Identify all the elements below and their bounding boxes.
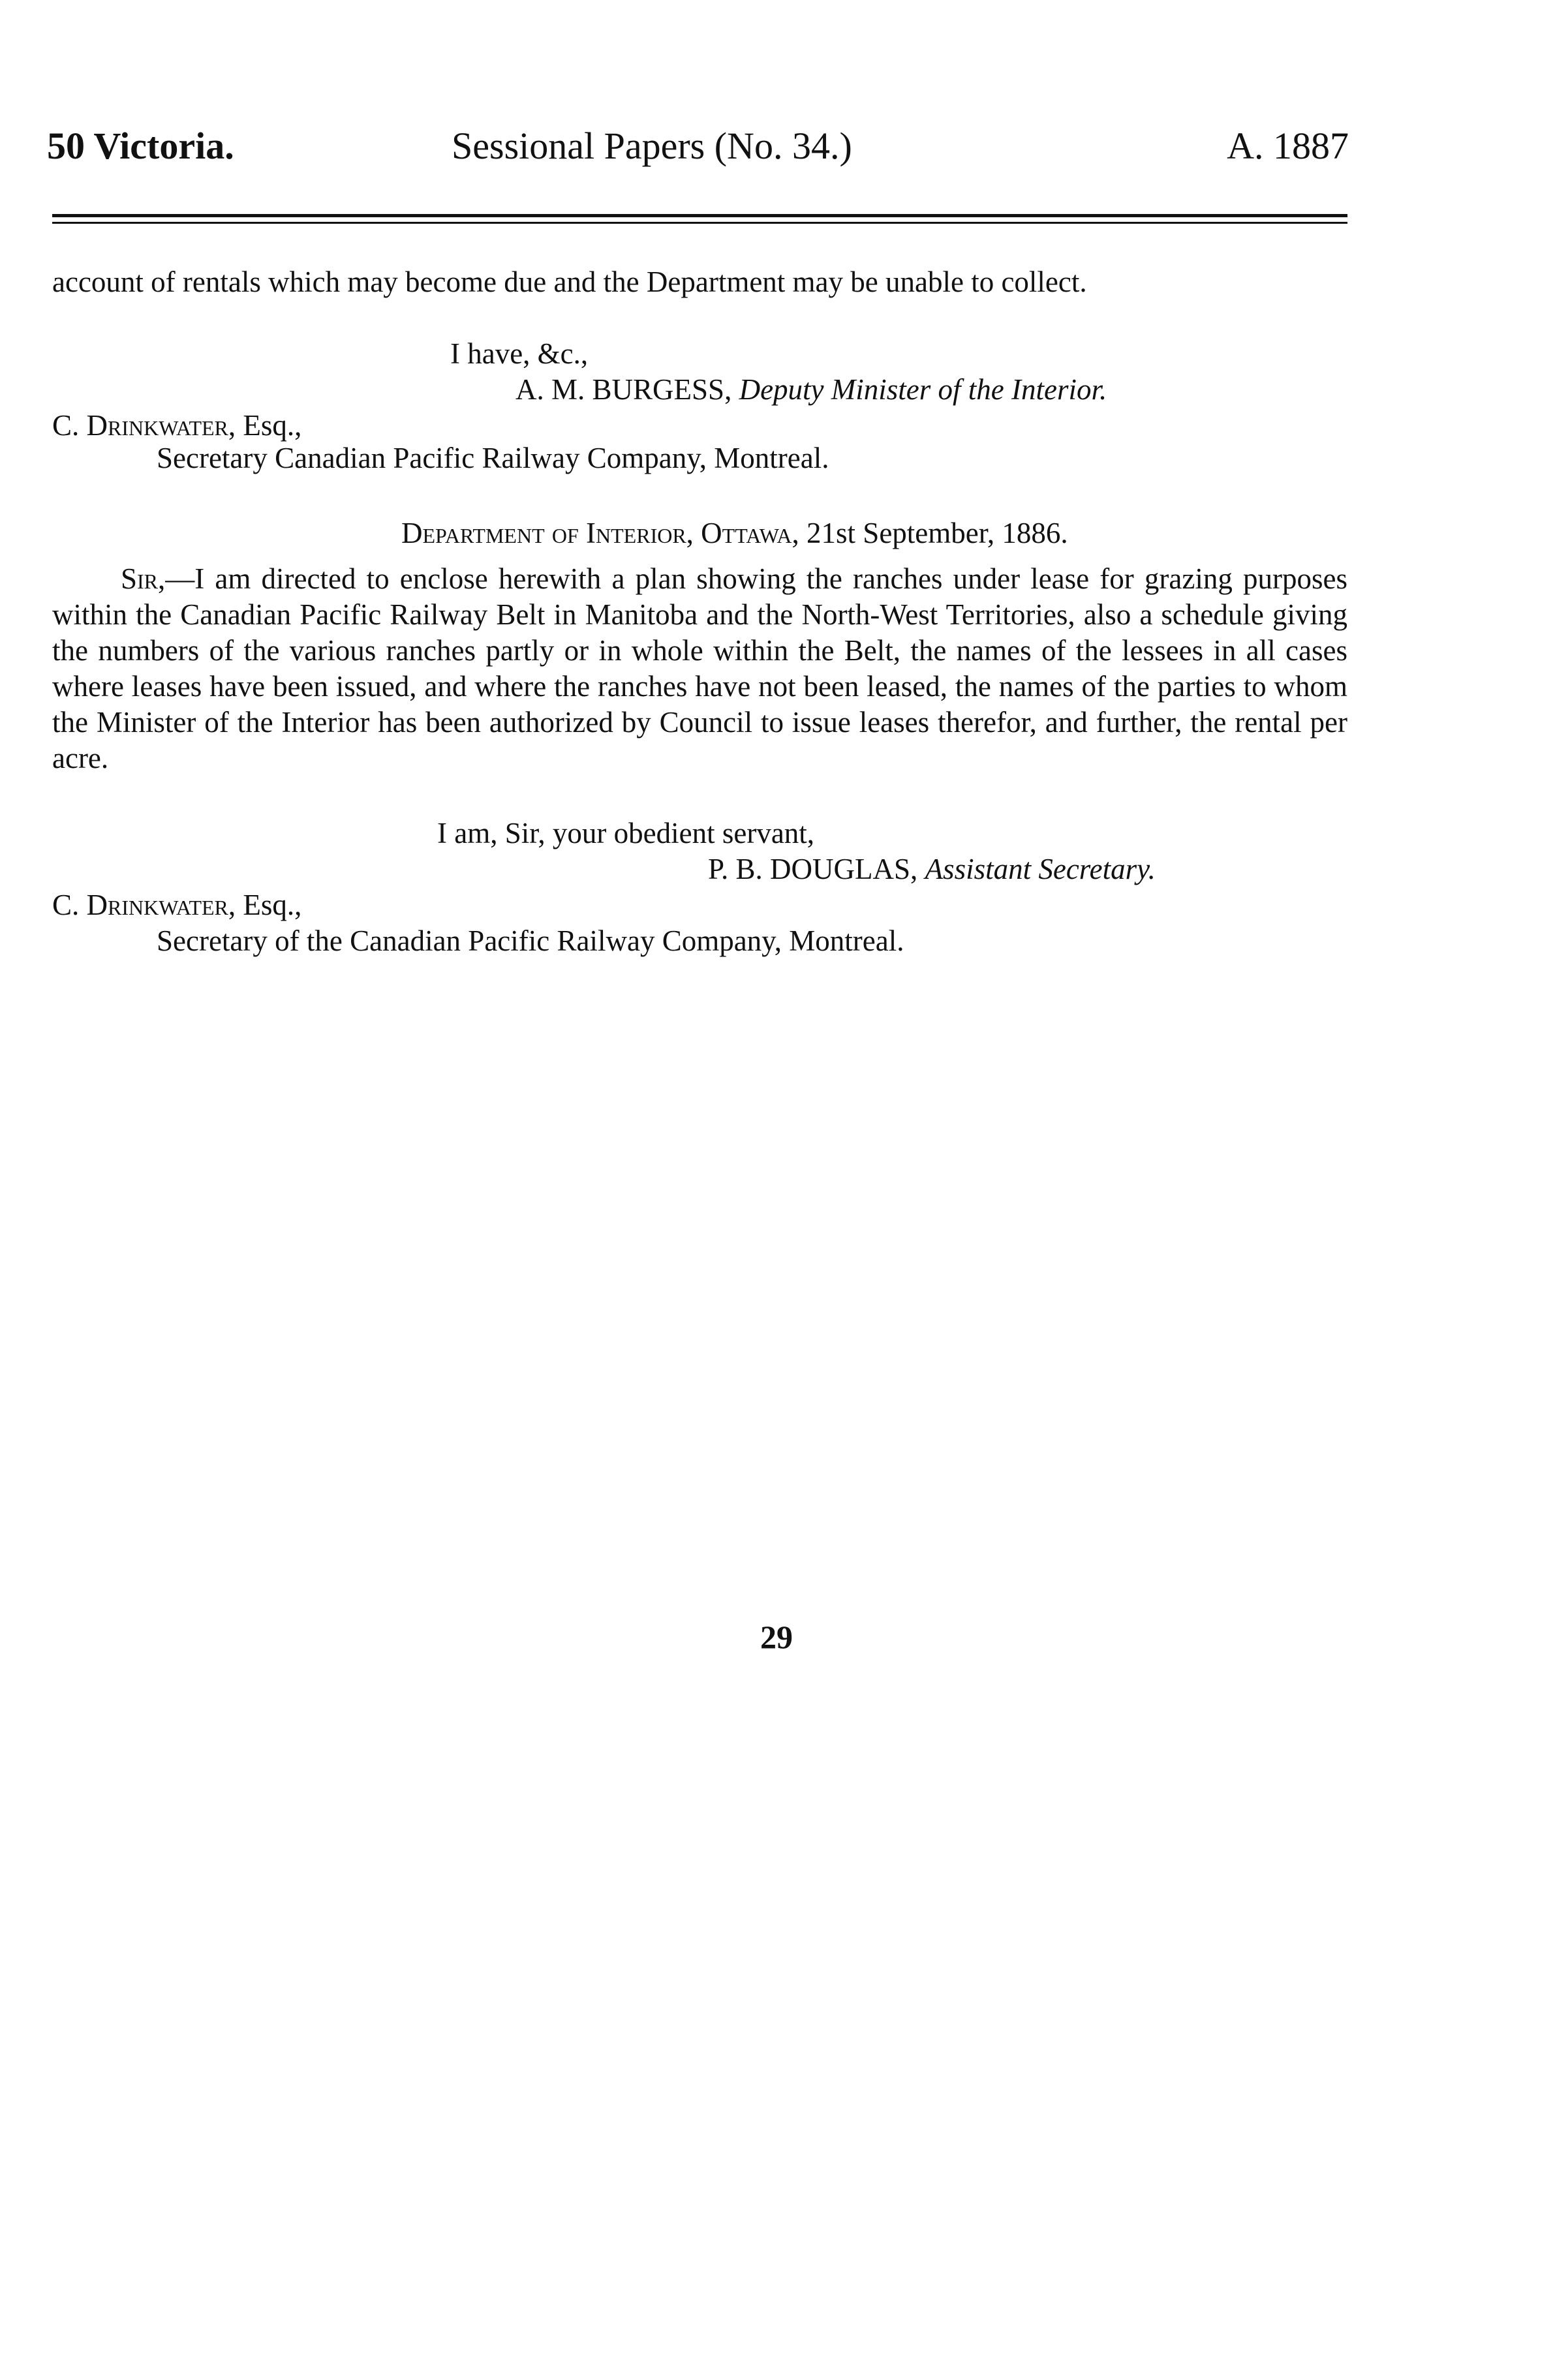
- letter2-signature-name: P. B. DOUGLAS,: [708, 853, 918, 885]
- letter2-dateline: [401, 515, 1068, 551]
- letter1-recipient-name: C. Drinkwater: [52, 409, 228, 442]
- letter2-closing: I am, Sir, your obedient servant,: [437, 817, 815, 849]
- letter2-signature: [708, 851, 1156, 887]
- letter2-recipient-title: Secretary of the Canadian Pacific Railway Company, Montreal.: [157, 924, 904, 957]
- letter2-dateline-dept: Department of Interior, Ottawa: [401, 517, 792, 549]
- letter1-signature: [515, 372, 1107, 408]
- letter1-recipient: [52, 408, 301, 444]
- letter1-signature-name: A. M. BURGESS,: [515, 373, 732, 406]
- letter1-continuation: account of rentals which may become due and the Department may be unable to collect.: [52, 266, 1087, 298]
- letter1-closing: I have, &c.,: [450, 337, 589, 370]
- letter2-recipient: [52, 887, 301, 923]
- letter2-salutation: Sir,: [121, 562, 166, 595]
- header-publication: Sessional Papers (No. 34.): [452, 125, 852, 167]
- header-rule-thin: [52, 222, 1347, 224]
- header-rule-thick: [52, 214, 1347, 217]
- page-header: [47, 124, 1349, 176]
- page-number: 29: [760, 1619, 793, 1655]
- header-year: A. 1887: [1227, 125, 1349, 167]
- letter2-signature-title: Assistant Secretary.: [925, 853, 1156, 885]
- header-session: 50 Victoria.: [47, 125, 234, 167]
- letter2-dateline-date: , 21st September, 1886.: [792, 517, 1068, 549]
- letter2-recipient-suffix: , Esq.,: [228, 889, 302, 921]
- letter1-recipient-title: Secretary Canadian Pacific Railway Company, Montreal.: [157, 442, 829, 474]
- letter2-body: [52, 561, 1347, 776]
- letter1-recipient-suffix: , Esq.,: [228, 409, 302, 442]
- letter1-signature-title: Deputy Minister of the Interior.: [739, 373, 1107, 406]
- letter2-body-text: —I am directed to enclose herewith a plan showing the ranches under lease for grazing purposes within the Canadian Pacific Railway Belt in Manitoba and the North-West Territories, also a schedule giving the numbers of the various ranches partly or in whole within the Belt, the names of the lessees in all cases where leases have been issued, and where the ranches have not been leased, the names of the parties to whom the Minister of the Interior has been authorized by Council to issue leases therefor, and further, the rental per acre.: [52, 562, 1347, 774]
- letter2-recipient-name: C. Drinkwater: [52, 889, 228, 921]
